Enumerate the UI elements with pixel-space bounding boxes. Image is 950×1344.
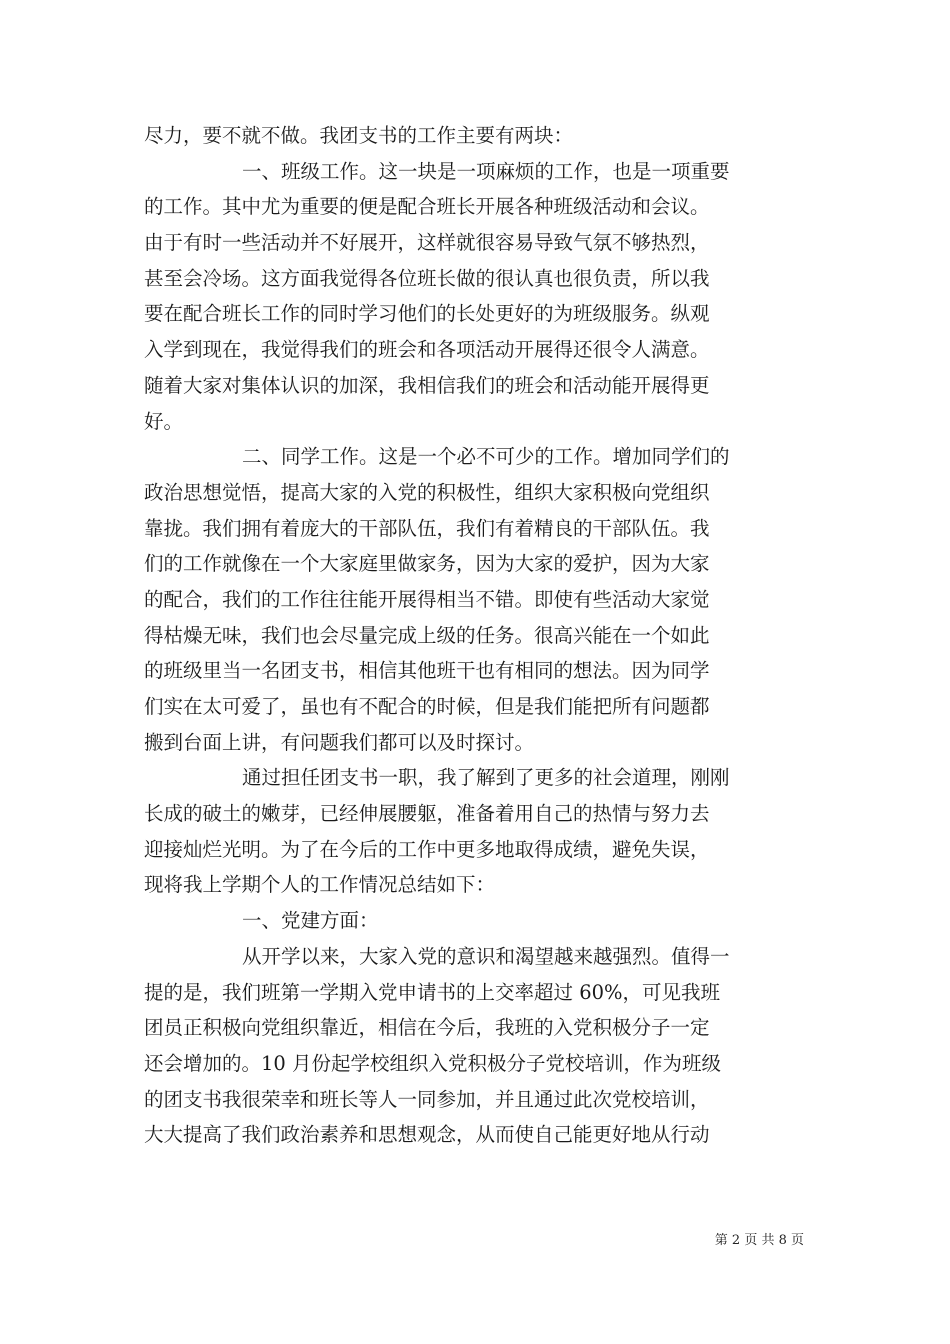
text-line: 二、同学工作。这是一个必不可少的工作。增加同学们的 (242, 445, 730, 469)
page-number-footer: 第 2 页 共 8 页 (714, 1233, 804, 1248)
text-line: 们的工作就像在一个大家庭里做家务，因为大家的爱护，因为大家 (144, 552, 710, 576)
text-line: 团员正积极向党组织靠近，相信在今后，我班的入党积极分子一定 (144, 1016, 710, 1040)
text-line: 提的是，我们班第一学期入党申请书的上交率超过 60%，可见我班 (144, 980, 721, 1004)
text-line: 一、党建方面： (242, 909, 379, 933)
text-line: 好。 (144, 409, 184, 433)
text-line: 甚至会冷场。这方面我觉得各位班长做的很认真也很负责，所以我 (144, 266, 710, 290)
text-line: 大大提高了我们政治素养和思想观念，从而使自己能更好地从行动 (144, 1123, 710, 1147)
text-line: 靠拢。我们拥有着庞大的干部队伍，我们有着精良的干部队伍。我 (144, 516, 710, 540)
text-line: 长成的破土的嫩芽，已经伸展腰躯，准备着用自己的热情与努力去 (144, 802, 710, 826)
text-line: 随着大家对集体认识的加深，我相信我们的班会和活动能开展得更 (144, 373, 710, 397)
text-line: 迎接灿烂光明。为了在今后的工作中更多地取得成绩，避免失误， (144, 837, 710, 861)
text-line: 还会增加的。10 月份起学校组织入党积极分子党校培训，作为班级 (144, 1051, 722, 1075)
text-line: 的配合，我们的工作往往能开展得相当不错。即使有些活动大家觉 (144, 587, 710, 611)
text-line: 从开学以来，大家入党的意识和渴望越来越强烈。值得一 (242, 944, 730, 968)
text-line: 的班级里当一名团支书，相信其他班干也有相同的想法。因为同学 (144, 659, 710, 683)
text-line: 的工作。其中尤为重要的便是配合班长开展各种班级活动和会议。 (144, 195, 710, 219)
text-line: 一、班级工作。这一块是一项麻烦的工作，也是一项重要 (242, 159, 730, 183)
text-line: 尽力，要不就不做。我团支书的工作主要有两块： (144, 124, 574, 147)
text-line: 通过担任团支书一职，我了解到了更多的社会道理，刚刚 (242, 766, 730, 790)
text-line: 现将我上学期个人的工作情况总结如下： (144, 873, 496, 897)
text-line: 搬到台面上讲，有问题我们都可以及时探讨。 (144, 730, 535, 754)
text-line: 政治思想觉悟，提高大家的入党的积极性，组织大家积极向党组织 (144, 480, 710, 504)
text-line: 由于有时一些活动并不好展开，这样就很容易导致气氛不够热烈， (144, 231, 710, 255)
text-line: 的团支书我很荣幸和班长等人一同参加，并且通过此次党校培训， (144, 1087, 710, 1111)
text-line: 要在配合班长工作的同时学习他们的长处更好的为班级服务。纵观 (144, 302, 710, 326)
text-line: 得枯燥无味，我们也会尽量完成上级的任务。很高兴能在一个如此 (144, 623, 710, 647)
document-body (144, 118, 804, 1153)
text-line: 们实在太可爱了，虽也有不配合的时候，但是我们能把所有问题都 (144, 695, 710, 718)
text-line: 入学到现在，我觉得我们的班会和各项活动开展得还很令人满意。 (144, 338, 710, 362)
